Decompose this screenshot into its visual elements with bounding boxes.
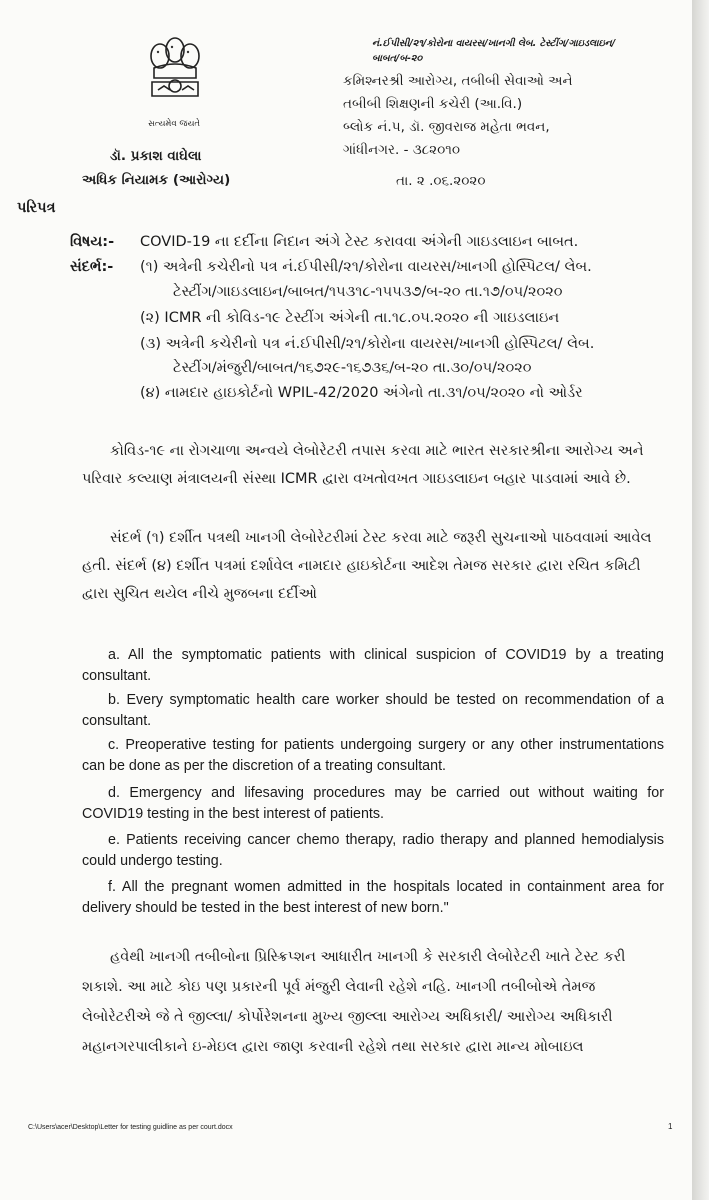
paragraph-private-testing: હવેથી ખાનગી તબીબોના પ્રિસ્ક્રિપ્શન આધારીત ખાનગી કે સરકારી લેબોરેટરી ખાતે ટેસ્ટ કરી શકાશે. આ માટે કોઇ પણ પ્રકારની પૂર્વ મંજુરી લેવાની રહેશે નહિ. ખાનગી તબીબોએ તેમજ લેબોરેટરીએ જે તે જીલ્લા/ કોર્પોરેશનના મુખ્ય જીલ્લા આરોગ્ય અધિકારી/ આરોગ્ય અધિકારી મહાનગરપાલીકાને ઇ-મેઇલ દ્વારા જાણ કરવાની રહેશે તથા સરકાર દ્વારા માન્ય મોબાઇલ: [82, 949, 626, 1055]
criteria-item: a. All the symptomatic patients with clinical suspicion of COVID19 by a treating consultant.: [82, 647, 664, 684]
office-address-line: ગાંધીનગર. - ૩૮૨૦૧૦: [343, 142, 460, 158]
letter-date: [396, 170, 485, 193]
footer-file-path: C:\Users\acer\Desktop\Letter for testing guidline as per court.docx: [28, 1124, 233, 1131]
reference-line: (૧) અત્રેની કચેરીનો પત્ર નં.ઈપીસી/૨૧/કોરોના વાયરસ/ખાનગી હોસ્પિટલ/ લેબ.: [140, 259, 592, 275]
date-label: તા.: [396, 173, 413, 189]
subject-label: વિષય:-: [70, 234, 115, 250]
reference-line: (૪) નામદાર હાઇકોર્ટનો WPIL-42/2020 અંગેનો તા.૩૧/૦૫/૨૦૨૦ નો ઓર્ડર: [140, 385, 583, 401]
criteria-item: c. Preoperative testing for patients undergoing surgery or any other instrumentations can be done as per the discretion of a treating consultant.: [82, 737, 664, 774]
emblem-motto: સત્યમેવ જયતે: [148, 119, 201, 129]
reference-line: ટેસ્ટીંગ/મંજુરી/બાબત/૧૬૭૨૯-૧૬૭૩૬/બ-૨૦ તા.૩૦/૦૫/૨૦૨૦: [173, 360, 532, 376]
letter-reference-number: નં.ઈપીસી/૨૧/કોરોના વાયરસ/ખાનગી લેબ. ટેસ્ટીંગ/ગાઇડલાઇન/: [372, 38, 616, 49]
paragraph-court-order: સંદર્ભ (૧) દર્શીત પત્રથી ખાનગી લેબોરેટરીમાં ટેસ્ટ કરવા માટે જરૂરી સુચનાઓ પાઠવવામાં આવેલ હતી. સંદર્ભ (૪) દર્શીત પત્રમાં દર્શાવેલ નામદાર હાઇકોર્ટના આદેશ તેમજ સરકાર દ્વારા રચિત કમિટી દ્વારા સુચિત થયેલ નીચે મુજબના દર્દીઓ: [82, 530, 652, 602]
officer-name: ડૉ. પ્રકાશ વાઘેલા: [110, 148, 202, 164]
circular-label: પરિપત્ર: [17, 200, 56, 216]
date-value: ૨ .૦૬.૨૦૨૦: [416, 173, 486, 189]
office-address-line: બ્લોક નં.૫, ડૉ. જીવરાજ મહેતા ભવન,: [343, 119, 550, 135]
reference-line: (૨) ICMR ની કોવિડ-૧૯ ટેસ્ટીંગ અંગેની તા.૧૮.૦૫.૨૦૨૦ ની ગાઇડલાઇન: [140, 310, 560, 326]
criteria-item: b. Every symptomatic health care worker should be tested on recommendation of a consultant.: [82, 692, 664, 729]
references-label: સંદર્ભ:-: [70, 259, 114, 275]
page-number: 1: [668, 1122, 673, 1131]
subject-text: COVID-19 ના દર્દીના નિદાન અંગે ટેસ્ટ કરાવવા અંગેની ગાઇડલાઇન બાબત.: [140, 234, 579, 250]
state-emblem-icon: [140, 30, 210, 126]
reference-line: ટેસ્ટીંગ/ગાઇડલાઇન/બાબત/૧૫૩૧૮-૧૫૫૩૭/બ-૨૦ તા.૧૭/૦૫/૨૦૨૦: [173, 284, 563, 300]
office-address-line: કમિશ્નરશ્રી આરોગ્ય, તબીબી સેવાઓ અને: [343, 73, 573, 89]
office-address-line: તબીબી શિક્ષણની કચેરી (આ.વિ.): [343, 96, 523, 112]
office-address: [343, 70, 573, 162]
paragraph-icmr-guidelines: કોવિડ-૧૯ ના રોગચાળા અન્વયે લેબોરેટરી તપાસ કરવા માટે ભારત સરકારશ્રીના આરોગ્ય અને પરિવાર કલ્યાણ મંત્રાલયની સંસ્થા ICMR દ્વારા વખતોવખત ગાઇડલાઇન બહાર પાડવામાં આવે છે.: [82, 443, 644, 487]
reference-line: (૩) અત્રેની કચેરીનો પત્ર નં.ઈપીસી/૨૧/કોરોના વાયરસ/ખાનગી હોસ્પિટલ/ લેબ.: [140, 336, 595, 352]
officer-title: અધિક નિયામક (આરોગ્ય): [82, 172, 231, 188]
criteria-item: f. All the pregnant women admitted in the hospitals located in containment area for delivery should be tested in the best interest of new born.": [82, 879, 664, 916]
letter-reference-number-cont: બાબત/બ-૨૦: [372, 53, 423, 64]
criteria-item: d. Emergency and lifesaving procedures may be carried out without waiting for COVID19 testing in the best interest of patients.: [82, 785, 664, 822]
page-edge-shadow: [692, 0, 709, 1200]
criteria-item: e. Patients receiving cancer chemo therapy, radio therapy and planned hemodialysis could undergo testing.: [82, 832, 664, 869]
